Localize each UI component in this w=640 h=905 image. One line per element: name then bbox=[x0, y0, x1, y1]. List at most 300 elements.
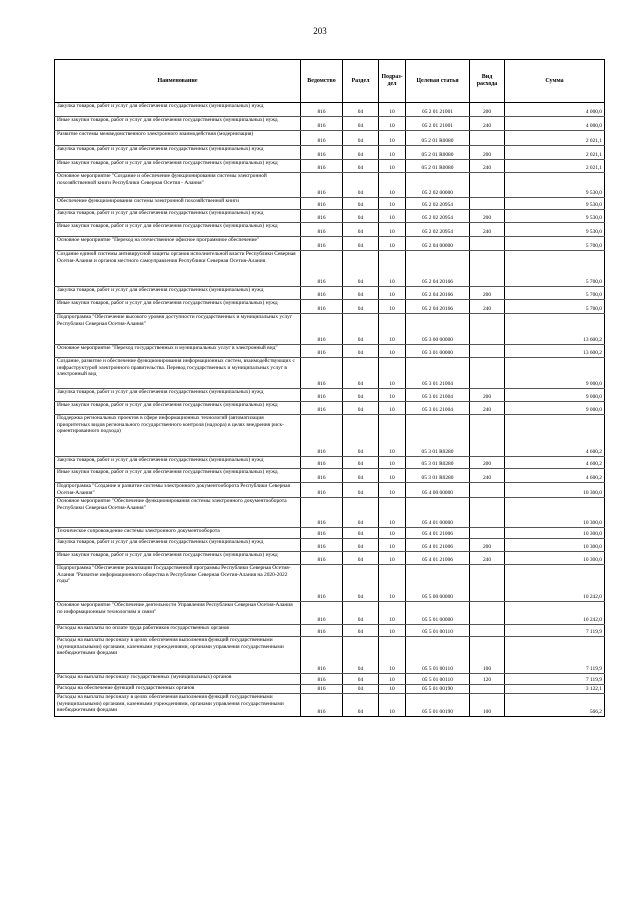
page-number: 203 bbox=[313, 26, 327, 36]
table-row bbox=[55, 415, 605, 457]
table-row bbox=[55, 637, 605, 674]
cell-vedomstvo: 816 bbox=[301, 198, 343, 210]
cell-sum: 13 600,2 bbox=[505, 314, 605, 345]
cell-name-text: Обеспечение функционирования системы электронной похозяйственной книги bbox=[57, 198, 240, 204]
cell-sum: 9 530,0 bbox=[505, 198, 605, 210]
cell-name-text: Создание, развитие и обеспечение функционирования информационных систем, взаимодействующих с инфраструктурой электронного правительства. Перевод государственных и муниципальных услуг в электронный вид bbox=[57, 358, 295, 378]
cell-podrazdel: 10 bbox=[379, 223, 406, 237]
cell-vedomstvo: 816 bbox=[301, 637, 343, 674]
cell-target-article: 05 3 01 R0280 bbox=[406, 415, 470, 457]
table-row bbox=[55, 103, 605, 117]
cell-sum: 7 119,9 bbox=[505, 674, 605, 685]
cell-vedomstvo: 816 bbox=[301, 117, 343, 131]
cell-name bbox=[55, 223, 301, 237]
header-expense-type: Вид расхода bbox=[470, 60, 505, 103]
cell-name bbox=[55, 528, 301, 539]
cell-razdel: 04 bbox=[343, 637, 379, 674]
header-podrazdel: Подраз- дел bbox=[379, 60, 406, 103]
cell-sum: 9 000,0 bbox=[505, 358, 605, 389]
cell-expense-type: 240 bbox=[470, 160, 505, 173]
cell-sum: 5 700,0 bbox=[505, 237, 605, 251]
cell-expense-type bbox=[470, 345, 505, 358]
cell-sum: 10 242,0 bbox=[505, 565, 605, 602]
cell-target-article: 05 4 01 21006 bbox=[406, 539, 470, 552]
cell-target-article: 05 3 01 21004 bbox=[406, 358, 470, 389]
cell-sum: 9 000,0 bbox=[505, 402, 605, 415]
table-row bbox=[55, 173, 605, 198]
cell-vedomstvo: 816 bbox=[301, 131, 343, 146]
cell-razdel: 04 bbox=[343, 528, 379, 539]
cell-sum: 7 119,9 bbox=[505, 637, 605, 674]
cell-name bbox=[55, 415, 301, 457]
cell-name-text: Основное мероприятие "Обеспечение функционирования системы электронного документооборота Республики Северная Осетия-Алания" bbox=[57, 498, 287, 511]
table-row bbox=[55, 237, 605, 251]
cell-sum: 4 600,2 bbox=[505, 469, 605, 483]
cell-razdel: 04 bbox=[343, 402, 379, 415]
cell-vedomstvo: 816 bbox=[301, 528, 343, 539]
table-row bbox=[55, 457, 605, 469]
cell-expense-type bbox=[470, 528, 505, 539]
cell-razdel: 04 bbox=[343, 300, 379, 314]
cell-name bbox=[55, 251, 301, 287]
cell-name-text: Иные закупки товаров, работ и услуг для обеспечения государственных (муниципальных) нужд bbox=[57, 300, 278, 306]
cell-name-text: Закупка товаров, работ и услуг для обеспечения государственных (муниципальных) нужд bbox=[57, 210, 264, 216]
cell-razdel: 04 bbox=[343, 602, 379, 625]
cell-razdel: 04 bbox=[343, 131, 379, 146]
cell-vedomstvo: 816 bbox=[301, 173, 343, 198]
cell-name-text: Иные закупки товаров, работ и услуг для обеспечения государственных (муниципальных) нужд bbox=[57, 117, 278, 123]
cell-expense-type bbox=[470, 498, 505, 528]
cell-name-text: Развитие системы межведомственного электронного взаимодействия (модернизация) bbox=[57, 131, 254, 137]
cell-name bbox=[55, 637, 301, 674]
cell-podrazdel: 10 bbox=[379, 358, 406, 389]
cell-razdel: 04 bbox=[343, 539, 379, 552]
cell-razdel: 04 bbox=[343, 314, 379, 345]
cell-vedomstvo: 816 bbox=[301, 389, 343, 402]
cell-target-article: 05 5 01 00000 bbox=[406, 602, 470, 625]
table-row bbox=[55, 552, 605, 565]
cell-sum: 4 600,2 bbox=[505, 415, 605, 457]
cell-razdel: 04 bbox=[343, 198, 379, 210]
cell-vedomstvo: 816 bbox=[301, 539, 343, 552]
cell-name bbox=[55, 498, 301, 528]
cell-target-article: 05 2 04 20166 bbox=[406, 287, 470, 300]
cell-vedomstvo: 816 bbox=[301, 469, 343, 483]
cell-target-article: 05 2 01 21001 bbox=[406, 117, 470, 131]
cell-sum: 4 600,2 bbox=[505, 457, 605, 469]
cell-name bbox=[55, 565, 301, 602]
cell-target-article: 05 3 01 R0280 bbox=[406, 457, 470, 469]
cell-vedomstvo: 816 bbox=[301, 625, 343, 637]
cell-name bbox=[55, 300, 301, 314]
cell-target-article: 05 3 01 00000 bbox=[406, 345, 470, 358]
cell-podrazdel: 10 bbox=[379, 685, 406, 694]
cell-name-text: Закупка товаров, работ и услуг для обеспечения государственных (муниципальных) нужд bbox=[57, 539, 264, 545]
cell-podrazdel: 10 bbox=[379, 483, 406, 498]
cell-target-article: 05 2 01 R0080 bbox=[406, 131, 470, 146]
cell-vedomstvo: 816 bbox=[301, 694, 343, 717]
cell-name-text: Расходы на выплаты персоналу в целях обеспечения выполнения функций государственными (муниципальными) органами, казенными учреждениями, органами управления государственными внебюджетными фондами bbox=[57, 637, 284, 657]
cell-razdel: 04 bbox=[343, 173, 379, 198]
cell-razdel: 04 bbox=[343, 565, 379, 602]
cell-expense-type bbox=[470, 483, 505, 498]
cell-name-text: Расходы на выплаты персоналу в целях обеспечения выполнения функций государственными (муниципальными) органами, казенными учреждениями, органами управления государственными внебюджетными фондами bbox=[57, 694, 284, 714]
table-row bbox=[55, 198, 605, 210]
cell-vedomstvo: 816 bbox=[301, 251, 343, 287]
cell-podrazdel: 10 bbox=[379, 314, 406, 345]
budget-table bbox=[54, 59, 605, 717]
cell-razdel: 04 bbox=[343, 552, 379, 565]
cell-vedomstvo: 816 bbox=[301, 300, 343, 314]
table-row bbox=[55, 358, 605, 389]
cell-expense-type: 200 bbox=[470, 103, 505, 117]
cell-name-text: Иные закупки товаров, работ и услуг для обеспечения государственных (муниципальных) нужд bbox=[57, 160, 278, 166]
cell-name bbox=[55, 602, 301, 625]
cell-name bbox=[55, 210, 301, 223]
cell-vedomstvo: 816 bbox=[301, 415, 343, 457]
cell-expense-type bbox=[470, 314, 505, 345]
table-row bbox=[55, 131, 605, 146]
cell-vedomstvo: 816 bbox=[301, 602, 343, 625]
cell-sum: 566,2 bbox=[505, 694, 605, 717]
cell-expense-type: 100 bbox=[470, 637, 505, 674]
cell-name bbox=[55, 160, 301, 173]
cell-name-text: Закупка товаров, работ и услуг для обеспечения государственных (муниципальных) нужд bbox=[57, 457, 264, 463]
cell-expense-type: 100 bbox=[470, 694, 505, 717]
cell-expense-type bbox=[470, 602, 505, 625]
cell-podrazdel: 10 bbox=[379, 345, 406, 358]
cell-sum: 7 119,9 bbox=[505, 625, 605, 637]
cell-vedomstvo: 816 bbox=[301, 314, 343, 345]
cell-target-article: 05 5 01 00190 bbox=[406, 694, 470, 717]
cell-expense-type: 200 bbox=[470, 539, 505, 552]
cell-podrazdel: 10 bbox=[379, 198, 406, 210]
cell-name bbox=[55, 674, 301, 685]
cell-expense-type bbox=[470, 565, 505, 602]
cell-target-article: 05 2 01 21001 bbox=[406, 103, 470, 117]
cell-name-text: Подпрограмма "Обеспечение реализации Государственной программы Республики Северная Осетия-Алания "Развитие информационного общества в Республике Северная Осетия-Алания на 2020-2022 годы" bbox=[57, 565, 291, 585]
cell-razdel: 04 bbox=[343, 625, 379, 637]
cell-expense-type: 200 bbox=[470, 457, 505, 469]
cell-name-text: Создание единой системы антивирусной защиты органов исполнительной власти Республики Северная Осетия-Алания и органов местного самоуправления Республики Северная Осетия-Алания bbox=[57, 251, 296, 264]
cell-name bbox=[55, 402, 301, 415]
cell-expense-type bbox=[470, 198, 505, 210]
cell-podrazdel: 10 bbox=[379, 415, 406, 457]
cell-vedomstvo: 816 bbox=[301, 358, 343, 389]
cell-sum: 9 530,0 bbox=[505, 173, 605, 198]
cell-razdel: 04 bbox=[343, 160, 379, 173]
cell-expense-type: 120 bbox=[470, 674, 505, 685]
table-row bbox=[55, 389, 605, 402]
cell-target-article: 05 4 00 00000 bbox=[406, 483, 470, 498]
cell-sum: 2 021,1 bbox=[505, 146, 605, 160]
cell-sum: 5 700,0 bbox=[505, 300, 605, 314]
cell-target-article: 05 4 01 00000 bbox=[406, 498, 470, 528]
table-row bbox=[55, 498, 605, 528]
cell-razdel: 04 bbox=[343, 287, 379, 300]
cell-vedomstvo: 816 bbox=[301, 457, 343, 469]
cell-vedomstvo: 816 bbox=[301, 483, 343, 498]
cell-target-article: 05 2 04 00000 bbox=[406, 237, 470, 251]
cell-razdel: 04 bbox=[343, 237, 379, 251]
header-name: Наименование bbox=[55, 60, 301, 103]
cell-expense-type: 200 bbox=[470, 287, 505, 300]
cell-target-article: 05 3 01 21004 bbox=[406, 402, 470, 415]
table-body bbox=[55, 103, 605, 717]
cell-vedomstvo: 816 bbox=[301, 565, 343, 602]
cell-target-article: 05 4 01 21006 bbox=[406, 552, 470, 565]
cell-name-text: Закупка товаров, работ и услуг для обеспечения государственных (муниципальных) нужд bbox=[57, 287, 264, 293]
cell-name-text: Закупка товаров, работ и услуг для обеспечения государственных (муниципальных) нужд bbox=[57, 146, 264, 152]
cell-expense-type: 240 bbox=[470, 223, 505, 237]
cell-podrazdel: 10 bbox=[379, 173, 406, 198]
cell-sum: 9 530,0 bbox=[505, 210, 605, 223]
cell-target-article: 05 5 01 00190 bbox=[406, 685, 470, 694]
cell-razdel: 04 bbox=[343, 389, 379, 402]
cell-sum: 9 530,0 bbox=[505, 223, 605, 237]
cell-expense-type: 200 bbox=[470, 389, 505, 402]
cell-vedomstvo: 816 bbox=[301, 103, 343, 117]
cell-razdel: 04 bbox=[343, 146, 379, 160]
cell-name bbox=[55, 131, 301, 146]
cell-name-text: Закупка товаров, работ и услуг для обеспечения государственных (муниципальных) нужд bbox=[57, 103, 264, 109]
cell-vedomstvo: 816 bbox=[301, 498, 343, 528]
table-row bbox=[55, 345, 605, 358]
table-row bbox=[55, 314, 605, 345]
table-row bbox=[55, 483, 605, 498]
cell-expense-type bbox=[470, 685, 505, 694]
cell-vedomstvo: 816 bbox=[301, 287, 343, 300]
cell-expense-type: 200 bbox=[470, 210, 505, 223]
cell-razdel: 04 bbox=[343, 358, 379, 389]
table-row bbox=[55, 625, 605, 637]
cell-sum: 5 700,0 bbox=[505, 287, 605, 300]
cell-sum: 4 000,0 bbox=[505, 117, 605, 131]
cell-name bbox=[55, 625, 301, 637]
cell-expense-type: 240 bbox=[470, 300, 505, 314]
cell-podrazdel: 10 bbox=[379, 146, 406, 160]
cell-name bbox=[55, 237, 301, 251]
cell-name bbox=[55, 198, 301, 210]
cell-name-text: Расходы на выплаты по оплате труда работников государственных органов bbox=[57, 625, 229, 631]
cell-expense-type: 240 bbox=[470, 552, 505, 565]
cell-podrazdel: 10 bbox=[379, 287, 406, 300]
cell-sum: 2 021,1 bbox=[505, 160, 605, 173]
cell-vedomstvo: 816 bbox=[301, 685, 343, 694]
cell-podrazdel: 10 bbox=[379, 131, 406, 146]
cell-expense-type bbox=[470, 237, 505, 251]
cell-podrazdel: 10 bbox=[379, 300, 406, 314]
cell-podrazdel: 10 bbox=[379, 625, 406, 637]
cell-name bbox=[55, 103, 301, 117]
cell-sum: 2 021,1 bbox=[505, 131, 605, 146]
cell-name bbox=[55, 483, 301, 498]
cell-target-article: 05 2 01 R0080 bbox=[406, 146, 470, 160]
cell-name-text: Расходы на обеспечение функций государственных органов bbox=[57, 685, 195, 691]
table-row bbox=[55, 685, 605, 694]
cell-name-text: Иные закупки товаров, работ и услуг для обеспечения государственных (муниципальных) нужд bbox=[57, 402, 278, 408]
cell-name-text: Основное мероприятие "Переход на отечественное офисное программное обеспечение" bbox=[57, 237, 260, 243]
cell-target-article: 05 3 01 21004 bbox=[406, 389, 470, 402]
cell-name bbox=[55, 389, 301, 402]
cell-razdel: 04 bbox=[343, 694, 379, 717]
cell-name bbox=[55, 345, 301, 358]
cell-expense-type bbox=[470, 173, 505, 198]
cell-podrazdel: 10 bbox=[379, 602, 406, 625]
cell-target-article: 05 2 04 20166 bbox=[406, 251, 470, 287]
cell-expense-type bbox=[470, 625, 505, 637]
cell-name-text: Основное мероприятие "Обеспечение деятельности Управления Республики Северная Осетия-Алания по информационным технологиям и связи" bbox=[57, 602, 293, 615]
table-row bbox=[55, 694, 605, 717]
cell-name-text: Техническое сопровождение системы электронного документооборота bbox=[57, 528, 220, 534]
cell-vedomstvo: 816 bbox=[301, 210, 343, 223]
table-row bbox=[55, 402, 605, 415]
cell-sum: 10 300,0 bbox=[505, 552, 605, 565]
cell-podrazdel: 10 bbox=[379, 552, 406, 565]
cell-podrazdel: 10 bbox=[379, 251, 406, 287]
cell-target-article: 05 3 01 R0280 bbox=[406, 469, 470, 483]
cell-podrazdel: 10 bbox=[379, 237, 406, 251]
cell-vedomstvo: 816 bbox=[301, 146, 343, 160]
table-row bbox=[55, 210, 605, 223]
cell-podrazdel: 10 bbox=[379, 694, 406, 717]
cell-podrazdel: 10 bbox=[379, 402, 406, 415]
cell-razdel: 04 bbox=[343, 117, 379, 131]
cell-target-article: 05 3 00 00000 bbox=[406, 314, 470, 345]
cell-podrazdel: 10 bbox=[379, 210, 406, 223]
table-row bbox=[55, 146, 605, 160]
cell-vedomstvo: 816 bbox=[301, 345, 343, 358]
cell-vedomstvo: 816 bbox=[301, 402, 343, 415]
cell-name bbox=[55, 358, 301, 389]
cell-target-article: 05 5 00 00000 bbox=[406, 565, 470, 602]
table-row bbox=[55, 251, 605, 287]
header-vedomstvo: Ведомство bbox=[301, 60, 343, 103]
cell-target-article: 05 5 01 00110 bbox=[406, 674, 470, 685]
cell-name-text: Подпрограмма "Обеспечение высокого уровня доступности государственных и муниципальных услуг Республики Северная Осетия-Алания" bbox=[57, 314, 293, 327]
cell-sum: 5 700,0 bbox=[505, 251, 605, 287]
cell-name-text: Иные закупки товаров, работ и услуг для обеспечения государственных (муниципальных) нужд bbox=[57, 552, 278, 558]
cell-sum: 10 300,0 bbox=[505, 539, 605, 552]
cell-target-article: 05 4 01 21006 bbox=[406, 528, 470, 539]
cell-expense-type bbox=[470, 251, 505, 287]
cell-name bbox=[55, 117, 301, 131]
cell-expense-type bbox=[470, 131, 505, 146]
cell-name bbox=[55, 146, 301, 160]
table-row bbox=[55, 287, 605, 300]
cell-target-article: 05 2 02 20954 bbox=[406, 210, 470, 223]
cell-podrazdel: 10 bbox=[379, 457, 406, 469]
cell-razdel: 04 bbox=[343, 210, 379, 223]
table-row bbox=[55, 160, 605, 173]
cell-target-article: 05 2 02 20954 bbox=[406, 198, 470, 210]
cell-sum: 3 122,1 bbox=[505, 685, 605, 694]
table-row bbox=[55, 223, 605, 237]
cell-podrazdel: 10 bbox=[379, 498, 406, 528]
cell-sum: 10 300,0 bbox=[505, 498, 605, 528]
table-row bbox=[55, 539, 605, 552]
cell-podrazdel: 10 bbox=[379, 539, 406, 552]
table-row bbox=[55, 469, 605, 483]
cell-expense-type bbox=[470, 358, 505, 389]
cell-name-text: Закупка товаров, работ и услуг для обеспечения государственных (муниципальных) нужд bbox=[57, 389, 264, 395]
cell-podrazdel: 10 bbox=[379, 674, 406, 685]
cell-expense-type: 240 bbox=[470, 402, 505, 415]
cell-razdel: 04 bbox=[343, 483, 379, 498]
cell-name bbox=[55, 457, 301, 469]
cell-vedomstvo: 816 bbox=[301, 674, 343, 685]
cell-podrazdel: 10 bbox=[379, 160, 406, 173]
cell-razdel: 04 bbox=[343, 685, 379, 694]
cell-podrazdel: 10 bbox=[379, 389, 406, 402]
cell-name-text: Иные закупки товаров, работ и услуг для обеспечения государственных (муниципальных) нужд bbox=[57, 469, 278, 475]
cell-sum: 10 300,0 bbox=[505, 483, 605, 498]
cell-sum: 10 242,0 bbox=[505, 602, 605, 625]
cell-razdel: 04 bbox=[343, 251, 379, 287]
cell-razdel: 04 bbox=[343, 415, 379, 457]
header-target-article: Целевая статья bbox=[406, 60, 470, 103]
cell-vedomstvo: 816 bbox=[301, 552, 343, 565]
table-header-row bbox=[55, 60, 605, 103]
cell-name bbox=[55, 173, 301, 198]
cell-vedomstvo: 816 bbox=[301, 160, 343, 173]
cell-sum: 13 600,2 bbox=[505, 345, 605, 358]
cell-razdel: 04 bbox=[343, 103, 379, 117]
table-row bbox=[55, 565, 605, 602]
cell-expense-type: 240 bbox=[470, 117, 505, 131]
cell-target-article: 05 5 01 00110 bbox=[406, 637, 470, 674]
cell-name-text: Иные закупки товаров, работ и услуг для обеспечения государственных (муниципальных) нужд bbox=[57, 223, 278, 229]
cell-name bbox=[55, 287, 301, 300]
cell-podrazdel: 10 bbox=[379, 637, 406, 674]
cell-sum: 10 300,0 bbox=[505, 528, 605, 539]
cell-target-article: 05 2 02 20954 bbox=[406, 223, 470, 237]
cell-sum: 4 000,0 bbox=[505, 103, 605, 117]
cell-expense-type bbox=[470, 415, 505, 457]
cell-name bbox=[55, 552, 301, 565]
cell-name bbox=[55, 314, 301, 345]
cell-name-text: Основное мероприятие "Переход государственных и муниципальных услуг в электронный вид" bbox=[57, 345, 278, 351]
cell-podrazdel: 10 bbox=[379, 565, 406, 602]
cell-name bbox=[55, 694, 301, 717]
cell-target-article: 05 2 04 20166 bbox=[406, 300, 470, 314]
cell-target-article: 05 2 02 00000 bbox=[406, 173, 470, 198]
cell-razdel: 04 bbox=[343, 345, 379, 358]
cell-expense-type: 200 bbox=[470, 146, 505, 160]
cell-razdel: 04 bbox=[343, 498, 379, 528]
cell-target-article: 05 2 01 R0080 bbox=[406, 160, 470, 173]
cell-name-text: Подпрограмма "Создание и развитие системы электронного документооборота Республики Северная Осетия-Алания" bbox=[57, 483, 291, 496]
header-razdel: Раздел bbox=[343, 60, 379, 103]
cell-name bbox=[55, 685, 301, 694]
cell-name-text: Основное мероприятие "Создание и обеспечение функционирования системы электронной похозяйственной книги Республики Северная Осетия - Алания" bbox=[57, 173, 267, 186]
cell-podrazdel: 10 bbox=[379, 469, 406, 483]
cell-podrazdel: 10 bbox=[379, 117, 406, 131]
cell-podrazdel: 10 bbox=[379, 528, 406, 539]
cell-sum: 9 000,0 bbox=[505, 389, 605, 402]
table-row bbox=[55, 602, 605, 625]
cell-name bbox=[55, 539, 301, 552]
header-sum: Сумма bbox=[505, 60, 605, 103]
cell-vedomstvo: 816 bbox=[301, 223, 343, 237]
cell-razdel: 04 bbox=[343, 457, 379, 469]
table-row bbox=[55, 300, 605, 314]
cell-expense-type: 240 bbox=[470, 469, 505, 483]
table-row bbox=[55, 117, 605, 131]
cell-target-article: 05 5 01 00110 bbox=[406, 625, 470, 637]
cell-name-text: Расходы на выплаты персоналу государственных (муниципальных) органов bbox=[57, 674, 232, 680]
cell-razdel: 04 bbox=[343, 469, 379, 483]
